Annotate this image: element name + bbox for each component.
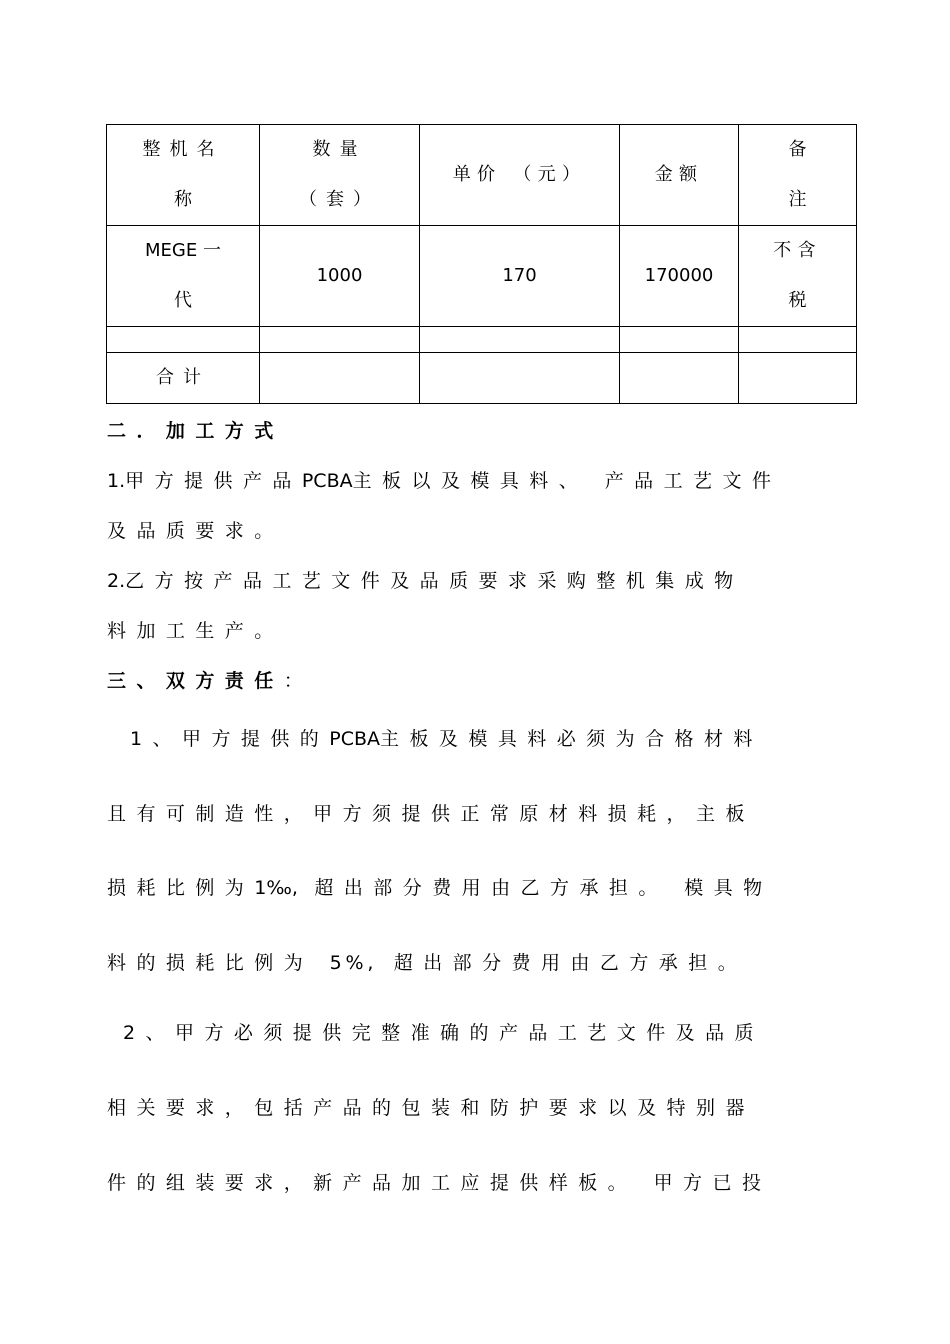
section2-item1-line1 [107, 466, 831, 493]
header-amount: 金额 [654, 164, 704, 185]
section3-title-text: 三、双方责任 [107, 670, 284, 692]
empty-cell [620, 353, 739, 404]
empty-cell [620, 327, 739, 353]
s3i1-l3-c: 超出部分费用由乙方承担。 模具物 [314, 877, 773, 899]
s2i1-text-b: 主板以及模具料、 产品工艺文件 [352, 470, 782, 492]
s3i1-l4-a: 料的损耗比例为 [107, 952, 314, 974]
note-line2: 税 [788, 290, 807, 311]
s3i1-l4-ratio: 5%, [329, 952, 378, 974]
cell-note [739, 226, 857, 327]
cell-amount: 170000 [620, 226, 739, 327]
header-cell-price [420, 125, 620, 226]
s2i2-text: 乙方按产品工艺文件及品质要求采购整机集成物 [125, 570, 744, 592]
section3-item1-line1 [130, 724, 831, 751]
table-row-empty [107, 327, 857, 353]
product-name-line2: 代 [174, 290, 192, 311]
empty-cell [107, 327, 260, 353]
s2i2-num: 2. [107, 570, 126, 592]
header-name-line2: 称 [174, 189, 192, 210]
table-row-total [107, 353, 857, 404]
s3i1-l3-ratio: 1‰, [254, 877, 298, 899]
s2i1-text-a: 甲方提供产品 [125, 470, 302, 492]
section3-title-colon: ： [283, 670, 314, 692]
empty-cell [739, 327, 857, 353]
header-cell-amount [620, 125, 739, 226]
table-row [107, 226, 857, 327]
header-cell-qty [260, 125, 420, 226]
total-label-cell [107, 353, 260, 404]
cell-unit-price: 170 [420, 226, 620, 327]
section2-item2-line2: 料加工生产。 [107, 620, 284, 642]
s3i1-l3-a: 损耗比例为 [107, 877, 255, 899]
section3-item2-line3: 件的组装要求，新产品加工应提供样板。 甲方已投 [107, 1172, 772, 1194]
header-price: 单价 （元） [452, 164, 587, 185]
s2i1-num: 1. [107, 470, 126, 492]
section3-item2-line2: 相关要求，包括产品的包装和防护要求以及特别器 [107, 1097, 755, 1119]
section3-title [107, 666, 831, 693]
header-qty-line2: （套） [299, 189, 380, 210]
header-qty-line1: 数量 [312, 139, 367, 160]
header-cell-name [107, 125, 260, 226]
section2-title: 二．加工方式 [107, 420, 284, 442]
cell-product-name [107, 226, 260, 327]
section2-item1-line2: 及品质要求。 [107, 520, 284, 542]
empty-cell [260, 353, 420, 404]
section3-item1-line3 [107, 873, 831, 900]
empty-cell [260, 327, 420, 353]
section3-item1-line2: 且有可制造性，甲方须提供正常原材料损耗，主板 [107, 803, 755, 825]
product-name-line1: MEGE 一 [145, 240, 221, 261]
section3-item2-line1: 2、甲方必须提供完整准确的产品工艺文件及品质 [123, 1022, 764, 1044]
table-header-row [107, 125, 857, 226]
header-note-line1: 备 [788, 139, 807, 160]
header-name-line1: 整机名 [142, 139, 224, 160]
empty-cell [739, 353, 857, 404]
s3i1-l4-c: 超出部分费用由乙方承担。 [393, 952, 748, 974]
s3i1-l1-pcba: PCBA [329, 728, 381, 750]
goods-table [106, 124, 857, 404]
header-cell-note [739, 125, 857, 226]
s2i1-pcba: PCBA [301, 470, 353, 492]
s3i1-l1-a: 1、甲方提供的 [130, 728, 330, 750]
section2-item2-line1 [107, 566, 831, 593]
empty-cell [420, 353, 620, 404]
cell-quantity: 1000 [260, 226, 420, 327]
note-line1: 不含 [773, 240, 822, 261]
header-note-line2: 注 [788, 189, 807, 210]
total-label: 合计 [156, 367, 210, 388]
section3-item1-line4 [107, 948, 831, 975]
empty-cell [420, 327, 620, 353]
s3i1-l1-c: 主板及模具料必须为合格材料 [380, 728, 763, 750]
